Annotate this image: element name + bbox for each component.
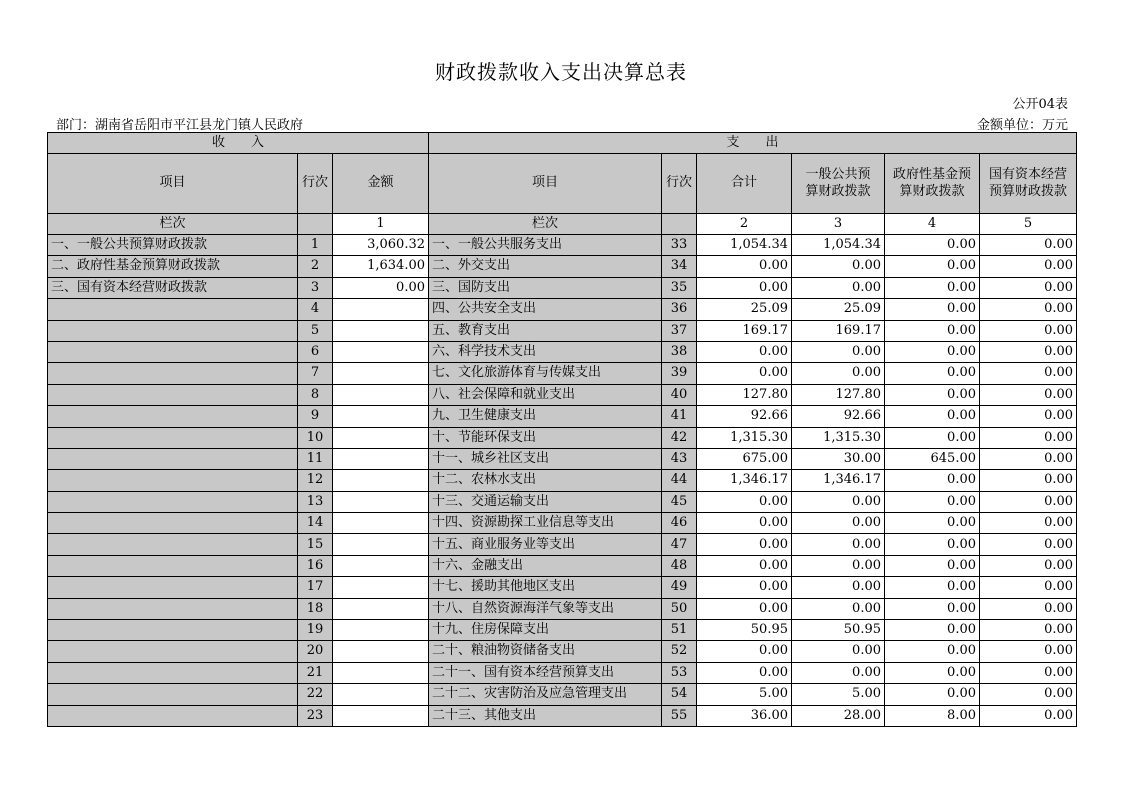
col-income-amount: 金额: [333, 154, 429, 214]
total-cell: 1,054.34: [697, 235, 792, 256]
state-capital-cell: 0.00: [980, 363, 1077, 384]
gov-fund-cell: 0.00: [885, 277, 980, 298]
expense-line-cell: 33: [662, 235, 697, 256]
state-capital-cell: 0.00: [980, 384, 1077, 405]
total-cell: 0.00: [697, 662, 792, 683]
income-amount-cell: 0.00: [333, 277, 429, 298]
expense-item-cell: 十二、农林水支出: [429, 470, 662, 491]
general-budget-cell: 25.09: [792, 299, 885, 320]
income-item-cell: [48, 555, 298, 576]
gov-fund-cell: 0.00: [885, 684, 980, 705]
expense-item-cell: 六、科学技术支出: [429, 341, 662, 362]
income-line-cell: 19: [298, 620, 333, 641]
state-capital-cell: 0.00: [980, 620, 1077, 641]
income-item-cell: [48, 470, 298, 491]
total-cell: 0.00: [697, 534, 792, 555]
income-item-cell: [48, 427, 298, 448]
state-capital-cell: 0.00: [980, 534, 1077, 555]
col-gov-fund: 政府性基金预算财政拨款: [885, 154, 980, 214]
income-amount-cell: [333, 341, 429, 362]
general-budget-cell: 0.00: [792, 363, 885, 384]
income-line-cell: 16: [298, 555, 333, 576]
state-capital-cell: 0.00: [980, 427, 1077, 448]
income-line-cell: 4: [298, 299, 333, 320]
general-budget-cell: 1,054.34: [792, 235, 885, 256]
table-row: [48, 256, 1077, 277]
expense-item-cell: 十九、住房保障支出: [429, 620, 662, 641]
income-amount-cell: [333, 384, 429, 405]
income-line-cell: 1: [298, 235, 333, 256]
gov-fund-cell: 0.00: [885, 555, 980, 576]
income-line-cell: 15: [298, 534, 333, 555]
income-item-cell: [48, 448, 298, 469]
gov-fund-cell: 0.00: [885, 577, 980, 598]
total-cell: 5.00: [697, 684, 792, 705]
income-line-cell: 7: [298, 363, 333, 384]
expense-item-cell: 十、节能环保支出: [429, 427, 662, 448]
expense-item-cell: 二、外交支出: [429, 256, 662, 277]
expense-item-cell: 二十一、国有资本经营预算支出: [429, 662, 662, 683]
gov-fund-cell: 0.00: [885, 641, 980, 662]
col-expense-line: 行次: [662, 154, 697, 214]
income-section-header: 收 入: [48, 133, 429, 154]
gov-fund-cell: 8.00: [885, 705, 980, 726]
expense-line-cell: 49: [662, 577, 697, 598]
income-item-cell: [48, 299, 298, 320]
general-budget-cell: 28.00: [792, 705, 885, 726]
total-cell: 92.66: [697, 406, 792, 427]
income-amount-cell: [333, 427, 429, 448]
expense-line-cell: 52: [662, 641, 697, 662]
income-item-cell: [48, 577, 298, 598]
total-cell: 0.00: [697, 598, 792, 619]
income-amount-column-number: 1: [333, 214, 429, 235]
expense-line-cell: 45: [662, 491, 697, 512]
income-line-cell: 3: [298, 277, 333, 298]
state-capital-cell: 0.00: [980, 320, 1077, 341]
gov-fund-cell: 0.00: [885, 256, 980, 277]
income-amount-cell: [333, 684, 429, 705]
form-number: 公开04表: [1012, 97, 1068, 112]
gov-fund-cell: 0.00: [885, 470, 980, 491]
table-row: [48, 684, 1077, 705]
income-item-cell: 一、一般公共预算财政拨款: [48, 235, 298, 256]
expense-line-cell: 47: [662, 534, 697, 555]
state-capital-cell: 0.00: [980, 235, 1077, 256]
budget-summary-table: [47, 132, 1077, 727]
gov-fund-cell: 0.00: [885, 320, 980, 341]
expense-line-cell: 39: [662, 363, 697, 384]
total-cell: 0.00: [697, 555, 792, 576]
state-capital-cell: 0.00: [980, 491, 1077, 512]
expense-line-cell: 55: [662, 705, 697, 726]
expense-item-cell: 五、教育支出: [429, 320, 662, 341]
expense-line-cell: 51: [662, 620, 697, 641]
income-line-cell: 20: [298, 641, 333, 662]
general-budget-cell: 0.00: [792, 534, 885, 555]
general-budget-cell: 0.00: [792, 277, 885, 298]
expense-item-cell: 八、社会保障和就业支出: [429, 384, 662, 405]
expense-line-cell: 44: [662, 470, 697, 491]
gov-fund-cell: 0.00: [885, 662, 980, 683]
col-expense-item: 项目: [429, 154, 662, 214]
table-row: [48, 363, 1077, 384]
table-row: [48, 534, 1077, 555]
expense-line-number-cell: [662, 214, 697, 235]
income-amount-cell: [333, 641, 429, 662]
income-item-cell: [48, 705, 298, 726]
income-line-number-cell: [298, 214, 333, 235]
income-item-cell: [48, 363, 298, 384]
expense-line-cell: 41: [662, 406, 697, 427]
expense-line-cell: 42: [662, 427, 697, 448]
gov-fund-cell: 0.00: [885, 299, 980, 320]
general-budget-cell: 0.00: [792, 256, 885, 277]
income-item-cell: 二、政府性基金预算财政拨款: [48, 256, 298, 277]
expense-item-cell: 十八、自然资源海洋气象等支出: [429, 598, 662, 619]
state-capital-cell: 0.00: [980, 470, 1077, 491]
gov-fund-cell: 0.00: [885, 491, 980, 512]
income-amount-cell: [333, 448, 429, 469]
general-budget-cell: 50.95: [792, 620, 885, 641]
gov-fund-cell: 0.00: [885, 620, 980, 641]
table-row: [48, 491, 1077, 512]
table-row: [48, 555, 1077, 576]
income-item-cell: [48, 684, 298, 705]
total-cell: 36.00: [697, 705, 792, 726]
expense-item-cell: 九、卫生健康支出: [429, 406, 662, 427]
table-row: [48, 513, 1077, 534]
total-cell: 127.80: [697, 384, 792, 405]
income-item-cell: [48, 341, 298, 362]
expense-column-number-label: 栏次: [429, 214, 662, 235]
expense-line-cell: 37: [662, 320, 697, 341]
gov-fund-cell: 0.00: [885, 598, 980, 619]
expense-line-cell: 40: [662, 384, 697, 405]
total-cell: 0.00: [697, 641, 792, 662]
state-capital-cell: 0.00: [980, 299, 1077, 320]
table-row: [48, 341, 1077, 362]
general-budget-cell: 30.00: [792, 448, 885, 469]
expense-item-cell: 十五、商业服务业等支出: [429, 534, 662, 555]
income-column-number-label: 栏次: [48, 214, 298, 235]
income-line-cell: 17: [298, 577, 333, 598]
expense-line-cell: 36: [662, 299, 697, 320]
table-row: [48, 641, 1077, 662]
total-cell: 1,346.17: [697, 470, 792, 491]
table-row: [48, 705, 1077, 726]
table-row: [48, 598, 1077, 619]
income-line-cell: 5: [298, 320, 333, 341]
general-budget-cell: 1,315.30: [792, 427, 885, 448]
col-state-capital: 国有资本经营预算财政拨款: [980, 154, 1077, 214]
income-line-cell: 2: [298, 256, 333, 277]
expense-line-cell: 46: [662, 513, 697, 534]
income-amount-cell: [333, 662, 429, 683]
income-item-cell: 三、国有资本经营财政拨款: [48, 277, 298, 298]
income-item-cell: [48, 620, 298, 641]
expense-section-header: 支 出: [429, 133, 1077, 154]
state-capital-cell: 0.00: [980, 577, 1077, 598]
gov-fund-cell: 0.00: [885, 406, 980, 427]
income-amount-cell: 1,634.00: [333, 256, 429, 277]
general-budget-cell: 0.00: [792, 513, 885, 534]
general-budget-cell: 0.00: [792, 341, 885, 362]
expense-item-cell: 七、文化旅游体育与传媒支出: [429, 363, 662, 384]
expense-item-cell: 十四、资源勘探工业信息等支出: [429, 513, 662, 534]
table-row: [48, 620, 1077, 641]
total-cell: 0.00: [697, 513, 792, 534]
table-row: [48, 299, 1077, 320]
table-row: [48, 662, 1077, 683]
state-capital-cell: 0.00: [980, 406, 1077, 427]
table-row: [48, 427, 1077, 448]
expense-item-cell: 十一、城乡社区支出: [429, 448, 662, 469]
total-cell: 169.17: [697, 320, 792, 341]
income-amount-cell: [333, 491, 429, 512]
unit-label: 金额单位：万元: [976, 118, 1068, 133]
gov-fund-cell: 0.00: [885, 534, 980, 555]
income-line-cell: 8: [298, 384, 333, 405]
total-cell: 0.00: [697, 577, 792, 598]
expense-line-cell: 53: [662, 662, 697, 683]
total-cell: 1,315.30: [697, 427, 792, 448]
income-item-cell: [48, 513, 298, 534]
gov-fund-column-number: 4: [885, 214, 980, 235]
income-amount-cell: [333, 534, 429, 555]
income-line-cell: 10: [298, 427, 333, 448]
state-capital-cell: 0.00: [980, 448, 1077, 469]
income-line-cell: 11: [298, 448, 333, 469]
total-cell: 0.00: [697, 491, 792, 512]
income-item-cell: [48, 384, 298, 405]
general-budget-cell: 0.00: [792, 598, 885, 619]
expense-item-cell: 四、公共安全支出: [429, 299, 662, 320]
general-budget-cell: 1,346.17: [792, 470, 885, 491]
table-row: [48, 320, 1077, 341]
table-row: [48, 577, 1077, 598]
expense-item-cell: 一、一般公共服务支出: [429, 235, 662, 256]
general-budget-cell: 0.00: [792, 641, 885, 662]
income-amount-cell: [333, 299, 429, 320]
income-amount-cell: [333, 598, 429, 619]
total-column-number: 2: [697, 214, 792, 235]
gov-fund-cell: 645.00: [885, 448, 980, 469]
income-item-cell: [48, 641, 298, 662]
income-line-cell: 9: [298, 406, 333, 427]
gov-fund-cell: 0.00: [885, 235, 980, 256]
state-capital-column-number: 5: [980, 214, 1077, 235]
income-amount-cell: [333, 620, 429, 641]
total-cell: 25.09: [697, 299, 792, 320]
report-title: 财政拨款收入支出决算总表: [435, 60, 687, 84]
total-cell: 675.00: [697, 448, 792, 469]
expense-item-cell: 三、国防支出: [429, 277, 662, 298]
gov-fund-cell: 0.00: [885, 513, 980, 534]
total-cell: 0.00: [697, 256, 792, 277]
state-capital-cell: 0.00: [980, 684, 1077, 705]
income-item-cell: [48, 662, 298, 683]
table-row: [48, 277, 1077, 298]
general-budget-cell: 0.00: [792, 662, 885, 683]
gov-fund-cell: 0.00: [885, 341, 980, 362]
expense-line-cell: 35: [662, 277, 697, 298]
expense-item-cell: 十七、援助其他地区支出: [429, 577, 662, 598]
income-amount-cell: [333, 555, 429, 576]
general-budget-cell: 0.00: [792, 491, 885, 512]
income-amount-cell: [333, 470, 429, 491]
expense-item-cell: 十三、交通运输支出: [429, 491, 662, 512]
table-row: [48, 448, 1077, 469]
general-budget-cell: 127.80: [792, 384, 885, 405]
general-budget-cell: 0.00: [792, 555, 885, 576]
state-capital-cell: 0.00: [980, 256, 1077, 277]
expense-line-cell: 38: [662, 341, 697, 362]
state-capital-cell: 0.00: [980, 662, 1077, 683]
income-amount-cell: [333, 406, 429, 427]
income-amount-cell: [333, 363, 429, 384]
table-row: [48, 384, 1077, 405]
income-amount-cell: [333, 513, 429, 534]
total-cell: 0.00: [697, 277, 792, 298]
general-budget-cell: 92.66: [792, 406, 885, 427]
income-line-cell: 21: [298, 662, 333, 683]
general-budget-cell: 0.00: [792, 577, 885, 598]
expense-item-cell: 二十二、灾害防治及应急管理支出: [429, 684, 662, 705]
state-capital-cell: 0.00: [980, 705, 1077, 726]
income-line-cell: 12: [298, 470, 333, 491]
table-row: [48, 470, 1077, 491]
col-general-budget: 一般公共预算财政拨款: [792, 154, 885, 214]
income-line-cell: 23: [298, 705, 333, 726]
income-amount-cell: 3,060.32: [333, 235, 429, 256]
expense-item-cell: 二十、粮油物资储备支出: [429, 641, 662, 662]
state-capital-cell: 0.00: [980, 341, 1077, 362]
state-capital-cell: 0.00: [980, 641, 1077, 662]
income-item-cell: [48, 598, 298, 619]
expense-item-cell: 十六、金融支出: [429, 555, 662, 576]
income-item-cell: [48, 534, 298, 555]
general-budget-cell: 169.17: [792, 320, 885, 341]
gov-fund-cell: 0.00: [885, 384, 980, 405]
state-capital-cell: 0.00: [980, 277, 1077, 298]
income-line-cell: 18: [298, 598, 333, 619]
income-line-cell: 13: [298, 491, 333, 512]
income-amount-cell: [333, 705, 429, 726]
col-income-line: 行次: [298, 154, 333, 214]
gov-fund-cell: 0.00: [885, 363, 980, 384]
income-line-cell: 22: [298, 684, 333, 705]
col-total: 合计: [697, 154, 792, 214]
expense-line-cell: 50: [662, 598, 697, 619]
income-line-cell: 6: [298, 341, 333, 362]
income-item-cell: [48, 406, 298, 427]
income-item-cell: [48, 320, 298, 341]
income-amount-cell: [333, 320, 429, 341]
income-line-cell: 14: [298, 513, 333, 534]
department-label: 部门：湖南省岳阳市平江县龙门镇人民政府: [56, 118, 304, 133]
expense-line-cell: 34: [662, 256, 697, 277]
income-amount-cell: [333, 577, 429, 598]
gov-fund-cell: 0.00: [885, 427, 980, 448]
expense-line-cell: 54: [662, 684, 697, 705]
state-capital-cell: 0.00: [980, 598, 1077, 619]
total-cell: 0.00: [697, 363, 792, 384]
income-item-cell: [48, 491, 298, 512]
general-budget-column-number: 3: [792, 214, 885, 235]
col-income-item: 项目: [48, 154, 298, 214]
expense-line-cell: 43: [662, 448, 697, 469]
total-cell: 0.00: [697, 341, 792, 362]
state-capital-cell: 0.00: [980, 555, 1077, 576]
expense-item-cell: 二十三、其他支出: [429, 705, 662, 726]
general-budget-cell: 5.00: [792, 684, 885, 705]
total-cell: 50.95: [697, 620, 792, 641]
table-row: [48, 406, 1077, 427]
table-row: [48, 235, 1077, 256]
expense-line-cell: 48: [662, 555, 697, 576]
state-capital-cell: 0.00: [980, 513, 1077, 534]
